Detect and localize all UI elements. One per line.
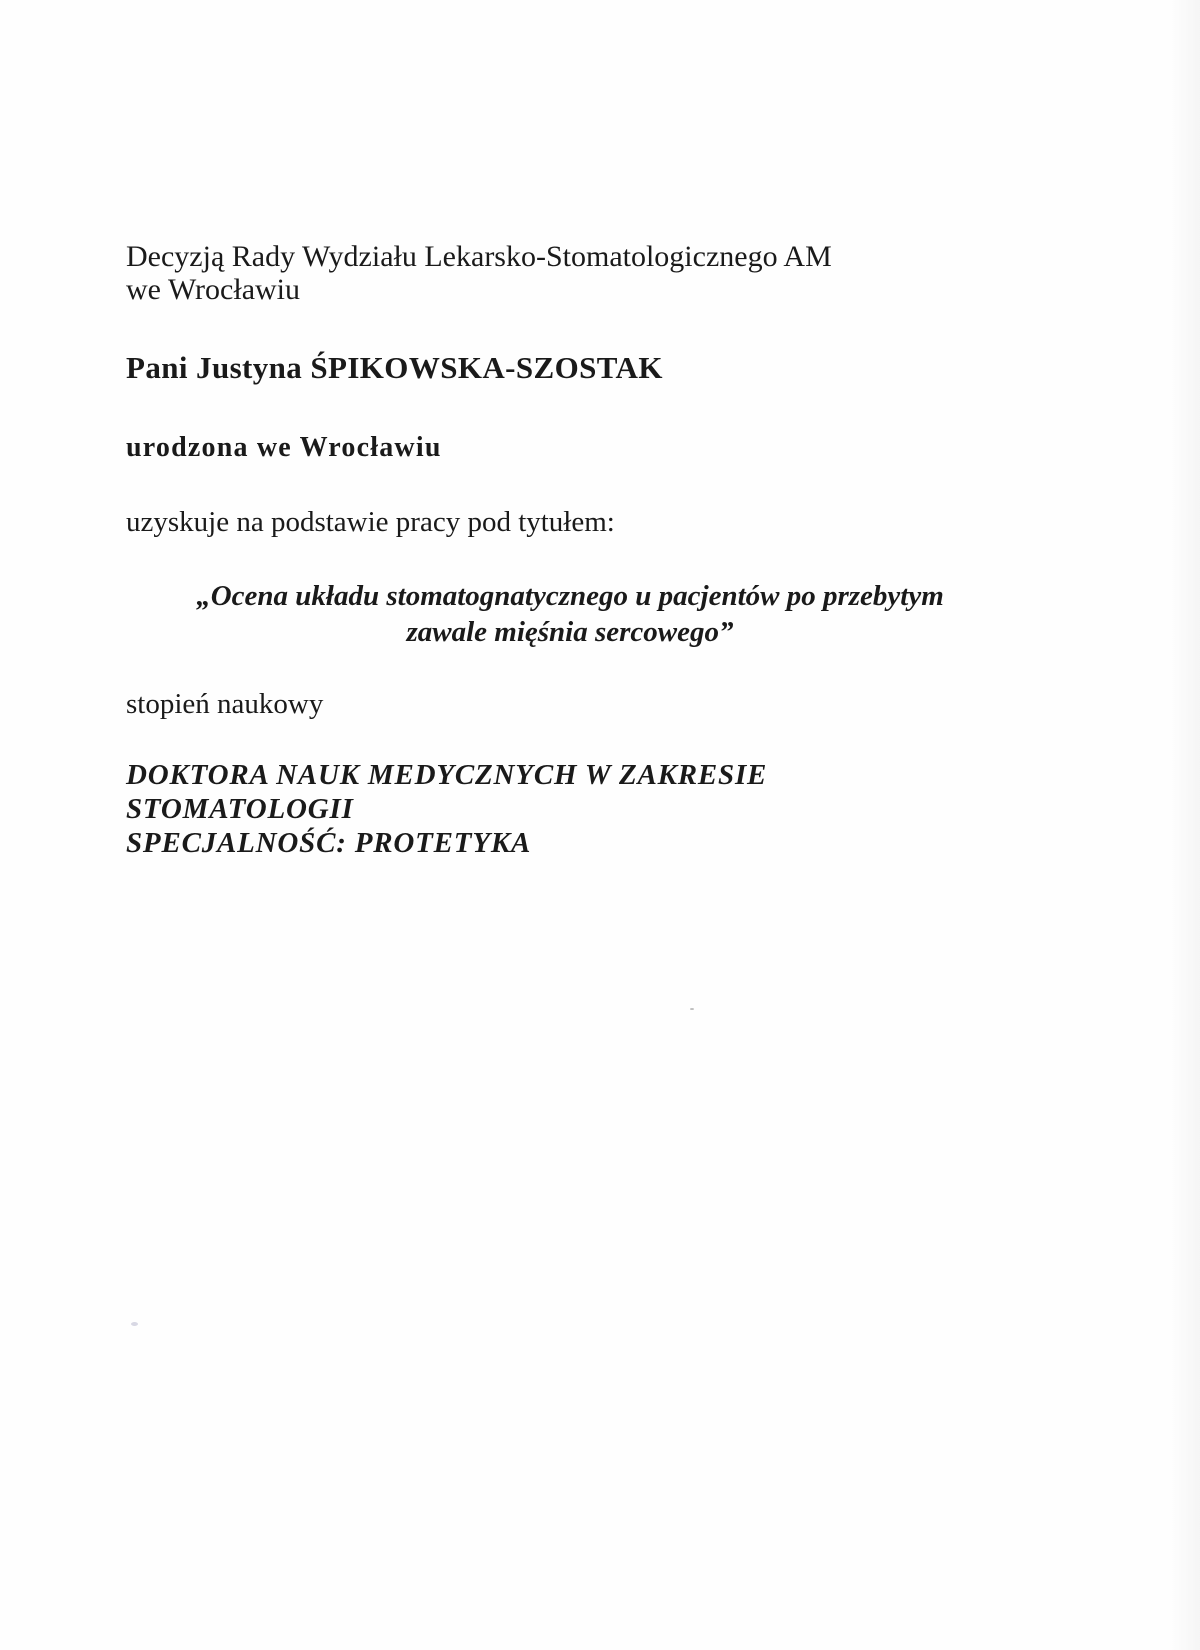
degree-title <box>126 758 767 860</box>
candidate-name: Pani Justyna ŚPIKOWSKA-SZOSTAK <box>126 350 663 385</box>
scan-shadow-edge <box>1170 0 1200 1650</box>
thesis-title-line-1: „Ocena układu stomatognatycznego u pacjentów po przebytym <box>196 580 944 612</box>
degree-label: stopień naukowy <box>126 688 324 720</box>
degree-title-line-1: DOKTORA NAUK MEDYCZNYCH W ZAKRESIE <box>126 759 768 791</box>
decision-line-1: Decyzją Rady Wydziału Lekarsko-Stomatologicznego AM <box>126 240 832 273</box>
thesis-title-line-2: zawale mięśnia sercowego” <box>406 616 734 648</box>
decision-line-2: we Wrocławiu <box>126 273 301 306</box>
scan-speck <box>690 1008 694 1010</box>
degree-title-line-2: STOMATOLOGII <box>126 793 354 825</box>
birthplace-line: urodzona we Wrocławiu <box>126 432 442 463</box>
decision-statement <box>126 240 832 306</box>
thesis-intro-line: uzyskuje na podstawie pracy pod tytułem: <box>126 506 615 538</box>
scan-speck <box>131 1322 138 1326</box>
degree-title-line-3: SPECJALNOŚĆ: PROTETYKA <box>126 827 532 859</box>
thesis-title <box>150 578 990 650</box>
